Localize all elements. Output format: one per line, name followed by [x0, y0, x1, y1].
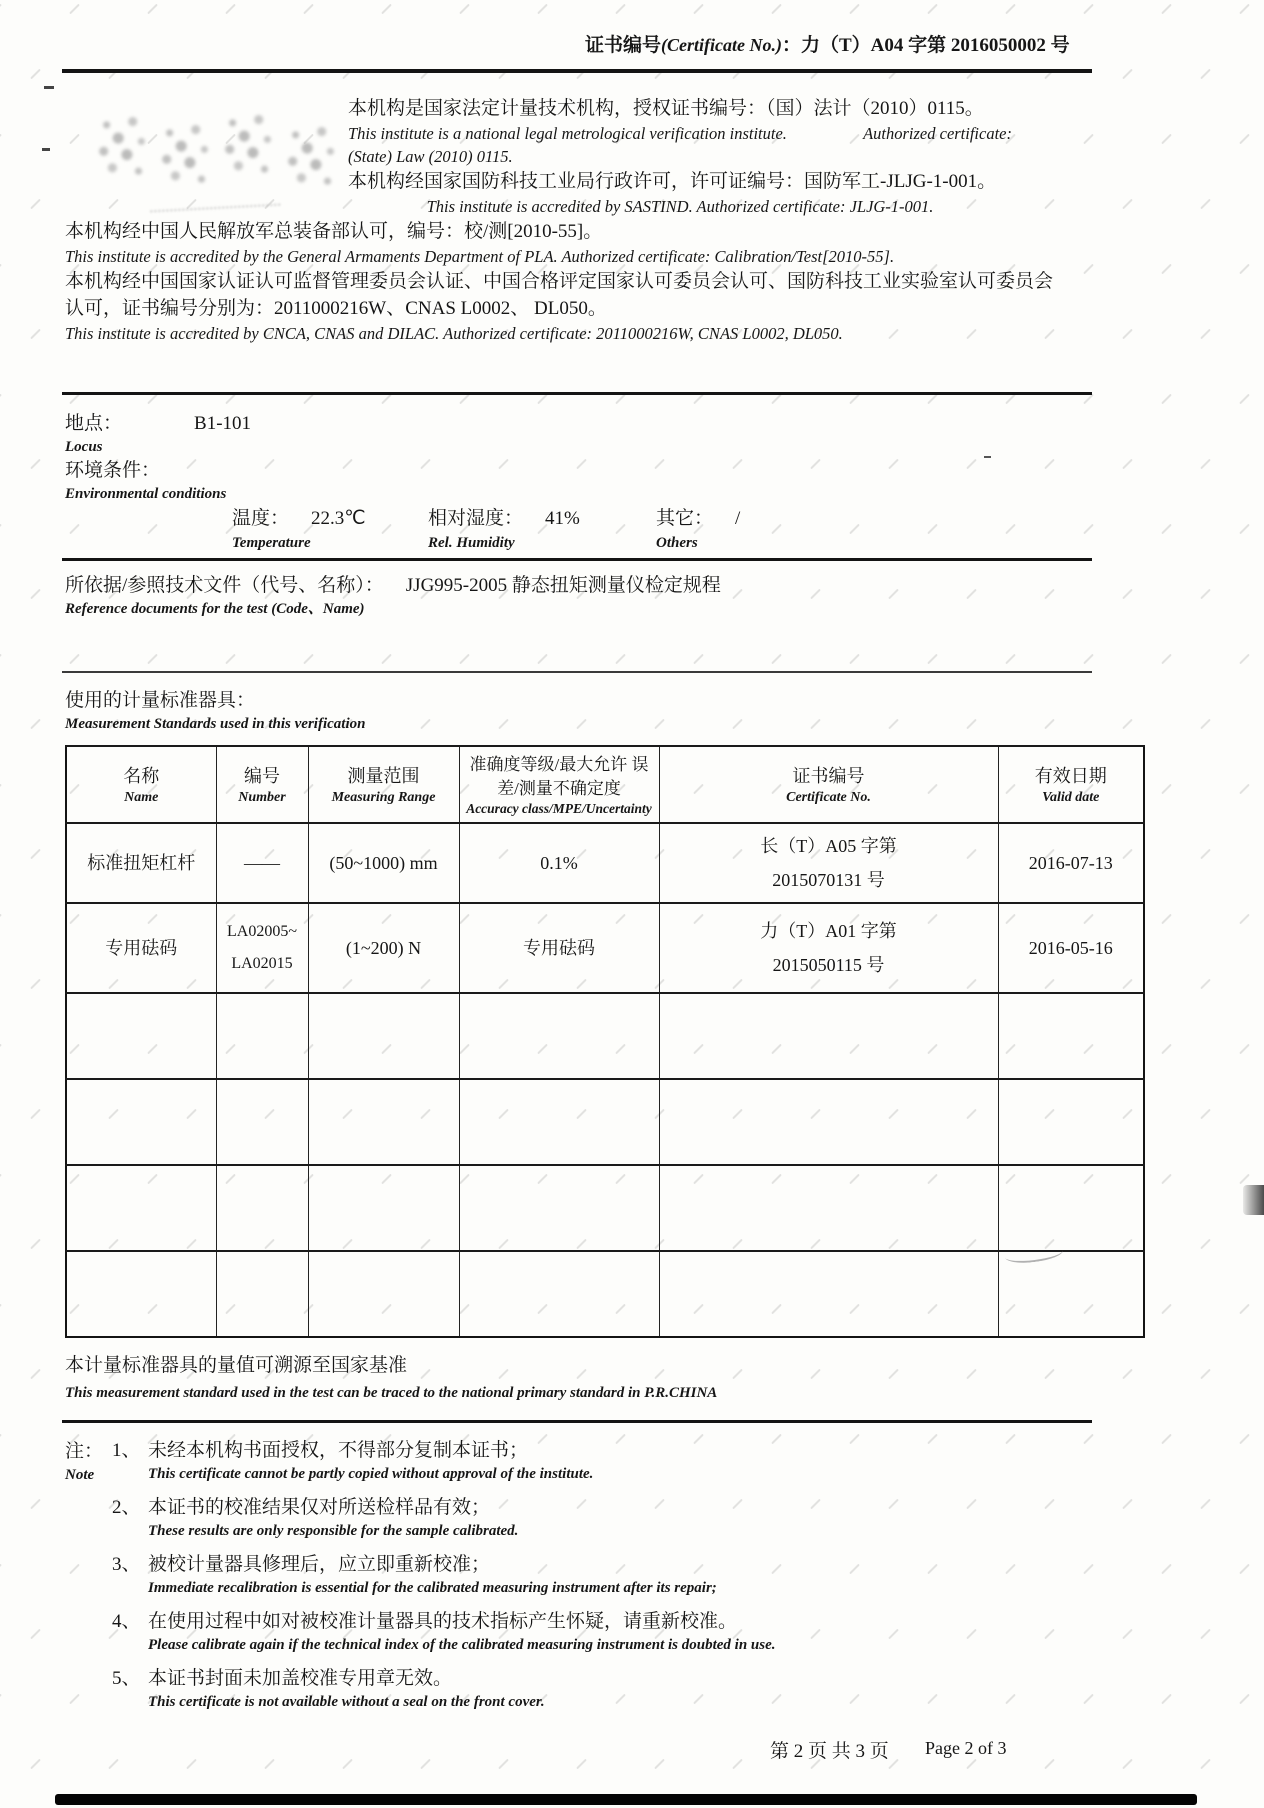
cell-accuracy: 0.1% — [459, 823, 659, 903]
locus-line — [65, 410, 251, 437]
note-text-cn: 被校计量器具修理后，应立即重新校准； — [148, 1554, 491, 1575]
note-item — [65, 1666, 1100, 1718]
note-text-cn: 本证书的校准结果仅对所送检样品有效； — [148, 1497, 491, 1518]
seal-glyph-blob — [284, 125, 342, 191]
humidity-group — [428, 505, 656, 553]
standards-title-block — [65, 687, 365, 734]
locus-label-cn: 地点： — [65, 413, 123, 434]
accreditation-intro — [348, 95, 1012, 218]
faded-seal-graphic — [95, 105, 345, 215]
environment-values — [232, 505, 740, 553]
intro-sastind-en: This institute is accredited by SASTIND. Authorized certificate: JLJG-1-001. — [426, 197, 934, 216]
reference-value: JJG995-2005 静态扭矩测量仪检定规程 — [405, 575, 721, 596]
note-text-en: These results are only responsible for the sample calibrated. — [148, 1523, 519, 1539]
locus-label-en: Locus — [65, 439, 103, 455]
others-group — [656, 505, 740, 553]
note-label-en: Note — [65, 1467, 95, 1483]
intro-legal-en — [348, 122, 1012, 145]
intro-legal-en-cont: (State) Law (2010) 0115. — [348, 147, 513, 166]
margin-dash-mark — [42, 148, 50, 151]
cell-valid-date: 2016-05-16 — [998, 903, 1144, 993]
reference-label-cn: 所依据/参照技术文件（代号、名称）： — [65, 575, 384, 596]
certificate-number-label-cn: 证书编号 — [585, 35, 662, 56]
certificate-number-colon: ： — [781, 35, 801, 56]
col-header-name: 名称 Name — [66, 746, 216, 823]
standards-title-en: Measurement Standards used in this verification — [65, 716, 366, 732]
location-block — [65, 410, 251, 504]
note-text-cn: 在使用过程中如对被校准计量器具的技术指标产生怀疑，请重新校准。 — [148, 1611, 738, 1632]
temperature-label-cn: 温度： — [232, 508, 290, 529]
scan-smudge — [1243, 1185, 1264, 1215]
cnca-cn: 本机构经中国国家认证认可监督管理委员会认证、中国合格评定国家认可委员会认可、国防科技工业实验室认可委员会认可，证书编号分别为：2011000216W、CNAS L0002、 DL050。 — [65, 271, 1054, 319]
cell-certificate: 力（T）A01 字第 2015050115 号 — [659, 903, 998, 993]
standards-row — [66, 903, 1144, 993]
pla-cn: 本机构经中国人民解放军总装备部认可，编号：校/测[2010-55]。 — [65, 221, 603, 242]
intro-sastind-cn: 本机构经国家国防科技工业局行政许可，许可证编号：国防军工-JLJG-1-001。 — [348, 171, 997, 192]
cell-range: (1~200) N — [308, 903, 459, 993]
cnca-en: This institute is accredited by CNCA, CNAS and DILAC. Authorized certificate: 2011000216W, CNAS L0002, DL050. — [65, 324, 843, 343]
certificate-number-line — [585, 30, 1093, 59]
cell-valid-date: 2016-07-13 — [998, 823, 1144, 903]
temperature-label-en: Temperature — [232, 535, 311, 551]
note-item — [65, 1438, 1100, 1490]
standards-empty-row — [66, 1251, 1144, 1337]
note-gutter — [65, 1438, 112, 1490]
col-header-range: 测量范围 Measuring Range — [308, 746, 459, 823]
section-divider-rule — [62, 392, 1092, 395]
col-header-accuracy: 准确度等级/最大允许 误差/测量不确定度 Accuracy class/MPE/Uncertainty — [459, 746, 659, 823]
section-divider-rule — [62, 1420, 1092, 1423]
intro-legal-en-right: Authorized certificate: — [863, 124, 1012, 143]
note-text-en: This certificate cannot be partly copied without approval of the institute. — [148, 1466, 594, 1482]
others-value: / — [735, 508, 741, 529]
page-number-en: Page 2 of 3 — [925, 1738, 1007, 1758]
standards-table — [65, 745, 1145, 1338]
note-item — [65, 1609, 1100, 1661]
cell-accuracy: 专用砝码 — [459, 903, 659, 993]
humidity-value: 41% — [545, 508, 580, 529]
note-text-en: This certificate is not available without a seal on the front cover. — [148, 1694, 545, 1710]
accreditation-pla-block — [65, 218, 1070, 345]
temperature-group — [232, 505, 428, 553]
scan-edge-bar — [55, 1794, 1197, 1805]
col-header-valid-date: 有效日期 Valid date — [998, 746, 1144, 823]
note-number: 2、 — [112, 1497, 141, 1518]
others-label-cn: 其它： — [656, 508, 714, 529]
humidity-label-cn: 相对湿度： — [428, 508, 524, 529]
seal-script-mark — [150, 194, 280, 213]
note-number: 4、 — [112, 1611, 141, 1632]
standards-empty-row — [66, 1079, 1144, 1165]
traceability-en: This measurement standard used in the test can be traced to the national primary standard in P.R.CHINA — [65, 1385, 718, 1401]
note-text-en: Immediate recalibration is essential for the calibrated measuring instrument after its repair; — [148, 1580, 717, 1596]
cell-certificate: 长（T）A05 字第 2015070131 号 — [659, 823, 998, 903]
margin-dash-mark — [44, 86, 54, 89]
page-number-cn: 第 2 页 共 3 页 — [770, 1741, 889, 1762]
notes-block — [65, 1438, 1100, 1723]
note-text-en: Please calibrate again if the technical index of the calibrated measuring instrument is doubted in use. — [148, 1637, 776, 1653]
traceability-block — [65, 1352, 1095, 1403]
standards-empty-row — [66, 993, 1144, 1079]
col-header-certificate: 证书编号 Certificate No. — [659, 746, 998, 823]
locus-value: B1-101 — [194, 413, 252, 434]
cell-range: (50~1000) mm — [308, 823, 459, 903]
standards-empty-row — [66, 1165, 1144, 1251]
others-label-en: Others — [656, 535, 698, 551]
traceability-cn: 本计量标准器具的量值可溯源至国家基准 — [65, 1355, 408, 1376]
reference-label-en: Reference documents for the test (Code、Name) — [65, 601, 365, 617]
seal-glyph-blob — [158, 123, 216, 189]
note-text-cn: 本证书封面未加盖校准专用章无效。 — [148, 1668, 453, 1689]
section-divider-rule — [62, 558, 1092, 561]
cell-name: 标准扭矩杠杆 — [66, 823, 216, 903]
col-header-number: 编号 Number — [216, 746, 308, 823]
margin-dash-mark — [984, 456, 991, 458]
seal-glyph-blob — [221, 113, 279, 179]
humidity-label-en: Rel. Humidity — [428, 535, 515, 551]
seal-glyph-blob — [95, 115, 153, 181]
reference-line — [65, 572, 1065, 599]
note-number: 3、 — [112, 1554, 141, 1575]
intro-legal-cn: 本机构是国家法定计量技术机构，授权证书编号：（国）法计（2010）0115。 — [348, 98, 984, 119]
intro-legal-en-left: This institute is a national legal metrological verification institute. — [348, 124, 787, 143]
certificate-number-label-en: (Certificate No.) — [661, 35, 782, 55]
section-divider-rule — [62, 671, 1092, 673]
standards-title-cn: 使用的计量标准器具： — [65, 690, 256, 711]
note-text-cn: 未经本机构书面授权，不得部分复制本证书； — [148, 1440, 529, 1461]
note-label-cn: 注： — [65, 1441, 104, 1462]
note-number: 1、 — [112, 1440, 141, 1461]
cell-name: 专用砝码 — [66, 903, 216, 993]
note-number: 5、 — [112, 1668, 141, 1689]
reference-documents-block — [65, 572, 1065, 619]
cell-number: —— — [216, 823, 308, 903]
standards-header-row — [66, 746, 1144, 823]
env-title-cn: 环境条件： — [65, 460, 161, 481]
env-title-en: Environmental conditions — [65, 486, 227, 502]
note-item — [65, 1552, 1100, 1604]
temperature-value: 22.3℃ — [311, 508, 366, 529]
header-divider-rule — [62, 69, 1092, 73]
certificate-number-value: 力（T）A04 字第 2016050002 号 — [801, 35, 1070, 56]
note-item — [65, 1495, 1100, 1547]
pla-en: This institute is accredited by the General Armaments Department of PLA. Authorized certificate: Calibration/Test[2010-55]. — [65, 247, 895, 266]
cell-number: LA02005~ LA02015 — [216, 903, 308, 993]
standards-row — [66, 823, 1144, 903]
